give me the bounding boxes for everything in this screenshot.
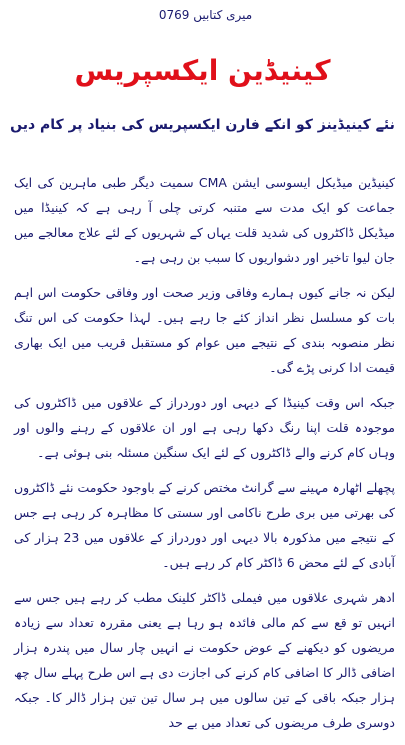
article-body xyxy=(14,170,395,745)
paragraph: کینیڈین میڈیکل ایسوسی ایشن CMA سمیت دیگر طبی ماہرین کی ایک جماعت کو ایک مدت سے متنبہ کرتی چلی آ رہی ہے کہ کینیڈا میں میڈیکل ڈاکٹروں کی شدید قلت یہاں کے شہریوں کے لئے علاج معالجے میں جان لیوا تاخیر اور دشواریوں کا سبب بن رہی ہے۔ xyxy=(14,175,395,265)
article-title: کینیڈین ایکسپریس xyxy=(74,54,331,87)
paragraph: جبکہ اس وقت کینیڈا کے دیہی اور دوردراز کے علاقوں میں ڈاکٹروں کی موجودہ قلت اپنا رنگ دکھا رہی ہے اور ان علاقوں کے رہنے والوں اور وہاں کام کرنے والے ڈاکٹروں کے لئے ایک سنگین مسئلہ بنی ہوئی ہے۔ xyxy=(14,395,395,460)
page-header xyxy=(0,8,405,22)
paragraph: ادھر شہری علاقوں میں فیملی ڈاکٹر کلینک مطب کر رہے ہیں جس سے انہیں تو قع سے کم مالی فائدہ ہو رہا ہے یعنی مقررہ تعداد سے زیادہ مریضوں کو دیکھنے کے عوض حکومت نے انہیں چار سال میں پندرہ ہزار اضافی ڈالر کا اضافی کام کرنے کی اجازت دی ہے اس طرح پہلے سال چھ ہزار جبکہ باقی کے تین سالوں میں ہر سال تین تین ہزار ڈالر کا۔ جبکہ دوسری طرف مریضوں کی تعداد میں بے حد xyxy=(14,590,395,730)
page-number: 0769 xyxy=(158,8,190,22)
header-label: میری کتابیں xyxy=(193,8,253,22)
paragraph: پچھلے اٹھارہ مہینے سے گرانٹ مختص کرنے کے باوجود حکومت نئے ڈاکٹروں کی بھرتی میں بری طرح ناکامی اور سستی کا مظاہرہ کر رہی ہے جس کے نتیجے میں مذکورہ بالا دیہی اور دوردراز کے علاقوں میں 23 ہزار کی آبادی کے لئے محض 6 ڈاکٹر کام کر رہے ہیں۔ xyxy=(14,480,395,570)
article-subtitle: نئے کینیڈینز کو انکے فارن ایکسپریس کی بنیاد پر کام دیں xyxy=(10,117,395,133)
paragraph: لیکن نہ جانے کیوں ہمارے وفاقی وزیر صحت اور وفاقی حکومت اس اہم بات کو مسلسل نظر انداز کئے جا رہے ہیں۔ لہذا حکومت کی اس تنگ نظر منصوبہ بندی کے نتیجے میں عوام کو مستقبل قریب میں ایک بھاری قیمت ادا کرنی پڑے گی۔ xyxy=(14,285,395,375)
